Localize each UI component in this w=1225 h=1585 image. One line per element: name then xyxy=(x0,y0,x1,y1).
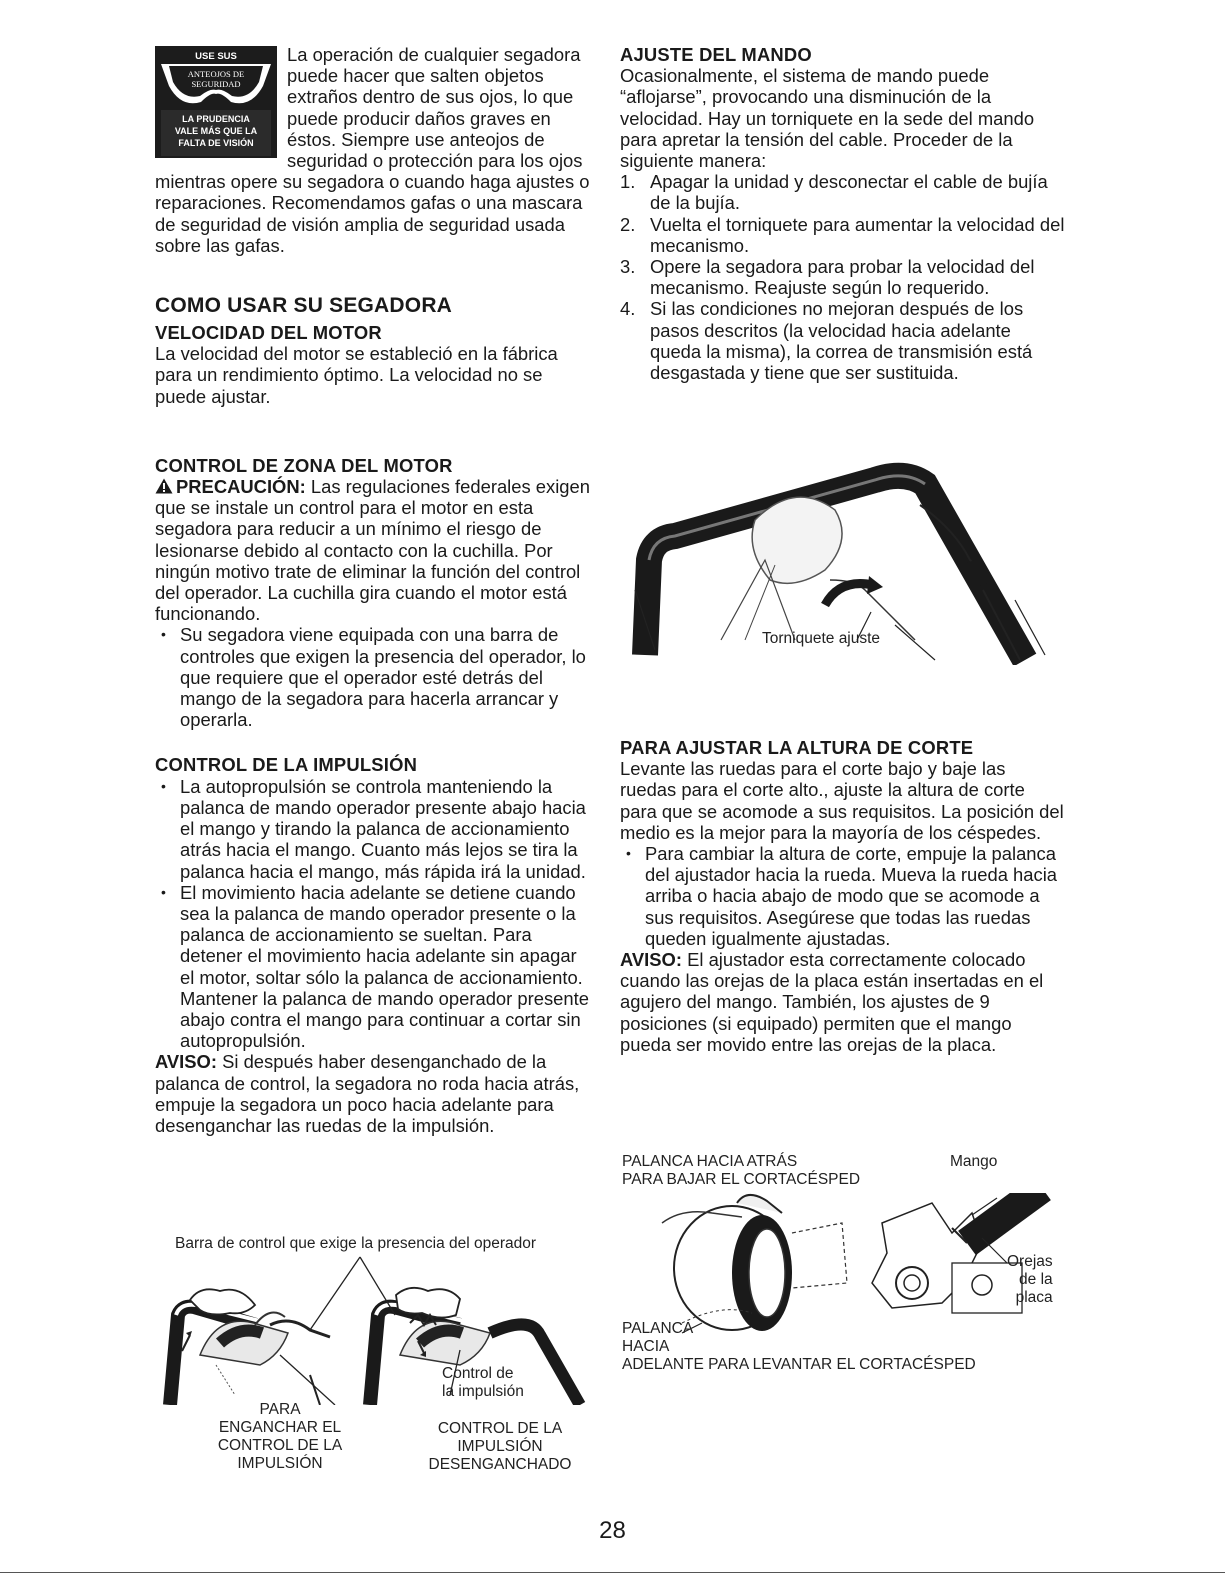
figure-label-front: PALANCA HACIA ADELANTE PARA LEVANTAR EL CORTACÉSPED xyxy=(622,1320,976,1373)
step-number: 1. xyxy=(620,171,636,193)
safety-section xyxy=(155,44,595,256)
ajuste-heading: AJUSTE DEL MANDO xyxy=(620,44,812,65)
zona-heading: CONTROL DE ZONA DEL MOTOR xyxy=(155,454,453,476)
aviso-text: El ajustador esta correctamente colocado cuando las orejas de la placa están insertadas en el agujero del mango. También, los ajustes de 9 posiciones (si equipado) permiten que el mango pueda ser movido entre las orejas de la placa. xyxy=(620,949,1044,1055)
page-number: 28 xyxy=(599,1517,626,1544)
list-item: • El movimiento hacia adelante se detiene cuando sea la palanca de mando operador presente o la palanca de accionamiento se sueltan. Para detener el movimiento hacia adelante sin apagar el motor, soltar sólo la palanca de accionamiento. Mantener la palanca de mando operador presente abajo contra el mango para continuar a cortar sin autopropulsión. xyxy=(155,882,595,1052)
precaucion-text: Las regulaciones federales exigen que se instale un control para el motor en esta segadora para reducir a un mínimo el riesgo de lesionarse debido al contacto con la cuchilla. Por ningún motivo trate de eliminar la función del control del operador. La cuchilla gira cuando el motor está funcionando. xyxy=(155,476,590,625)
altura-bullet-list xyxy=(620,843,1065,949)
altura-heading: PARA AJUSTAR LA ALTURA DE CORTE xyxy=(620,737,974,758)
velocidad-text: La velocidad del motor se estableció en la fábrica para un rendimiento óptimo. La velocidad no se puede ajustar. xyxy=(155,343,558,407)
left-column xyxy=(155,44,595,1136)
figure-label-back: PALANCA HACIA ATRÁS PARA BAJAR EL CORTACÉSPED xyxy=(622,1153,861,1188)
svg-text:VALE MÁS QUE LA: VALE MÁS QUE LA xyxy=(174,126,258,136)
warning-icon xyxy=(155,478,173,494)
aviso-label: AVISO: xyxy=(155,1051,217,1073)
zona-bullet-list xyxy=(155,624,595,730)
ajuste-text: Ocasionalmente, el sistema de mando puede “aflojarse”, provocando una disminución de la velocidad. Hay un torniquete en la sede del mando para apretar la tensión del cable. Proceder de la siguiente manera: xyxy=(620,65,1035,172)
figure-label-drive: Control de la impulsión xyxy=(442,1365,524,1400)
figure-label-orejas: Orejas de la placa xyxy=(1007,1253,1053,1306)
list-item xyxy=(620,256,1065,298)
precaucion-paragraph xyxy=(155,476,595,624)
list-item: • Para cambiar la altura de corte, empuje la palanca del ajustador hacia la rueda. Mueva la rueda hacia arriba o hacia abajo de modo que se acomode a sus requisitos. Asegúrese que todas las ruedas queden igualmente ajustadas. xyxy=(620,843,1065,949)
svg-text:FALTA DE VISIÓN: FALTA DE VISIÓN xyxy=(178,138,254,148)
safety-paragraph: La operación de cualquier segadora puede hacer que salten objetos extraños dentro de sus ojos, lo que puede producir daños graves en éstos. Siempre use anteojos de seguridad o protección para los ojos mientras opere su segadora o cuando haga ajustes o reparaciones. Recomendamos gafas o una mascara de seguridad de visión amplia de seguridad usada sobre las gafas. xyxy=(155,44,590,256)
step-text: Si las condiciones no mejoran después de los pasos descritos (la velocidad hacia adelante queda la misma), la correa de transmisión está desgastada y tiene que ser sustituida. xyxy=(650,298,1033,384)
safety-icon-top-text: USE SUS xyxy=(195,51,237,62)
altura-text: Levante las ruedas para el corte bajo y baje las ruedas para el corte alto., ajuste la altura de corte para que se acomode a sus requisitos. La posición del medio es la mejor para la mayoría de los céspedes. xyxy=(620,758,1064,843)
torniquete-figure xyxy=(625,440,1065,665)
step-text: Apagar la unidad y desconectar el cable de bujía de la bujía. xyxy=(650,171,1048,214)
step-number: 3. xyxy=(620,256,636,278)
right-column-lower xyxy=(620,737,1065,1055)
svg-text:LA PRUDENCIA: LA PRUDENCIA xyxy=(182,114,250,124)
list-item: • La autopropulsión se controla manteniendo la palanca de mando operador presente abajo hacia el mango y tirando la palanca de accionamiento atrás hacia el mango. Cuanto más lejos se tira la palanca hacia el mango, más rápida irá la unidad. xyxy=(155,776,595,882)
height-adjust-figure xyxy=(622,1153,1067,1383)
list-item xyxy=(620,298,1065,383)
impulsion-bullet-list xyxy=(155,776,595,1052)
list-item: • Su segadora viene equipada con una barra de controles que exigen la presencia del operador, lo que requiere que el operador esté detrás del mango de la segadora para hacerla arrancar y operarla. xyxy=(155,624,595,730)
control-bar-illustration xyxy=(160,1255,600,1405)
step-text: Opere la segadora para probar la velocidad del mecanismo. Reajuste según lo requerido. xyxy=(650,256,1035,299)
right-column xyxy=(620,44,1065,383)
figure-label-engage: PARA ENGANCHAR EL CONTROL DE LA IMPULSIÓN xyxy=(217,1401,343,1472)
torniquete-label: Torniquete ajuste xyxy=(762,630,881,647)
list-item xyxy=(620,171,1065,213)
ajuste-steps xyxy=(620,171,1065,383)
step-number: 2. xyxy=(620,213,636,235)
aviso-paragraph-right xyxy=(620,949,1065,1055)
aviso-text: Si después haber desenganchado de la palanca de control, la segadora no roda hacia atrás, empuje la segadora un poco hacia adelante para desenganchar las ruedas de la impulsión. xyxy=(155,1051,580,1136)
velocidad-heading: VELOCIDAD DEL MOTOR xyxy=(155,322,382,344)
svg-text:ANTEOJOS DE: ANTEOJOS DE xyxy=(187,69,245,79)
step-number: 4. xyxy=(620,298,636,320)
figure-label-disengage: CONTROL DE LA IMPULSIÓN DESENGANCHADO xyxy=(428,1420,572,1473)
figure-caption-top: Barra de control que exige la presencia del operador xyxy=(175,1235,537,1252)
bottom-rule xyxy=(0,1572,1225,1573)
control-bar-figure xyxy=(160,1235,600,1485)
figure-label-mango: Mango xyxy=(950,1153,998,1170)
list-item xyxy=(620,214,1065,256)
svg-text:SEGURIDAD: SEGURIDAD xyxy=(191,79,241,89)
impulsion-heading: CONTROL DE LA IMPULSIÓN xyxy=(155,754,418,776)
step-text: Vuelta el torniquete para aumentar la velocidad del mecanismo. xyxy=(650,213,1065,256)
precaucion-label: PRECAUCIÓN: xyxy=(176,476,306,498)
como-usar-heading: COMO USAR SU SEGADORA xyxy=(155,294,453,318)
safety-glasses-icon xyxy=(155,46,277,158)
aviso-paragraph-left xyxy=(155,1051,595,1136)
aviso-label: AVISO: xyxy=(620,949,682,971)
